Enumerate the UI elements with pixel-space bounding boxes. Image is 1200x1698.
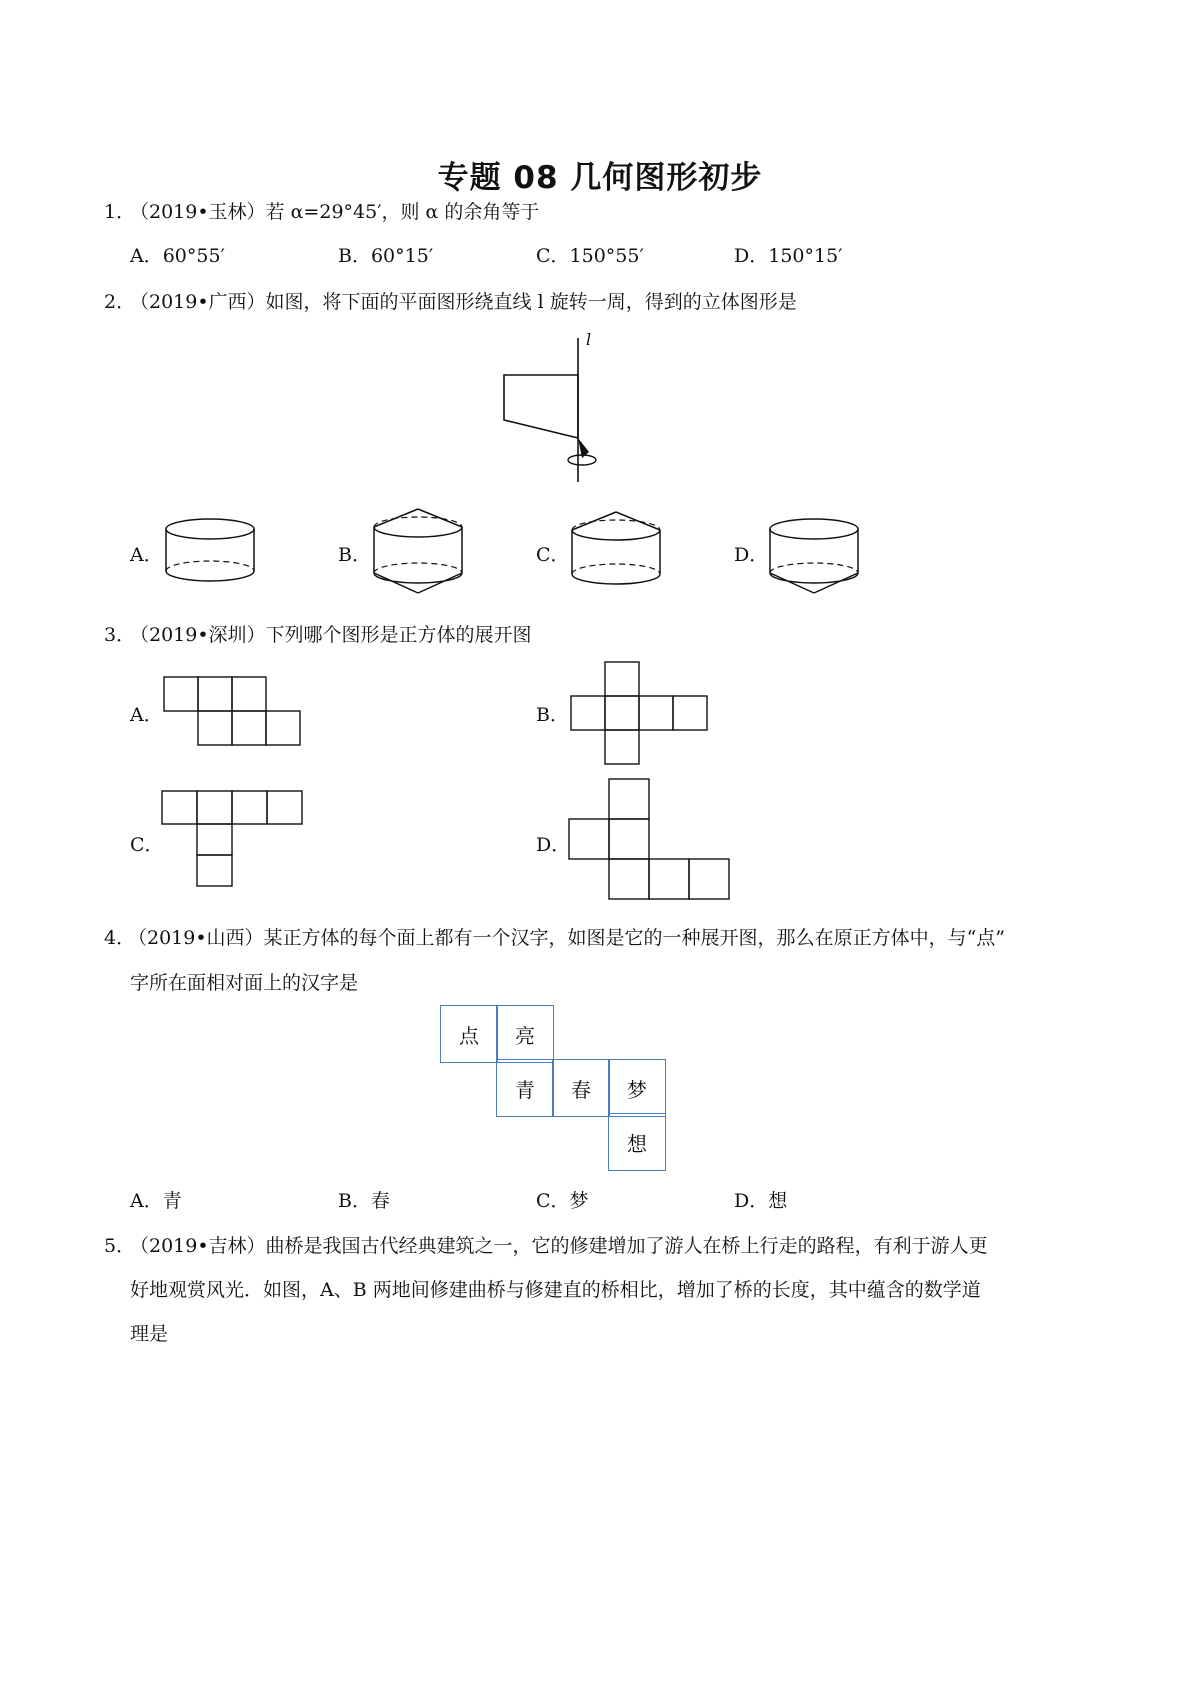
question-text: （2019•广西）如图，将下面的平面图形绕直线 l 旋转一周，得到的立体图形是 [130,291,797,313]
question-text-line2: 字所在面相对面上的汉字是 [130,972,359,994]
option-b-net [570,661,710,767]
net-cell-qing: 青 [496,1059,554,1117]
option-c: C．梦 [536,1190,589,1212]
option-a-cylinder [160,515,260,590]
option-b: B．60°15′ [338,245,434,267]
option-a: A． [130,544,163,566]
question-text-line2: 好地观赏风光．如图，A、B 两地间修建曲桥与修建直的桥相比，增加了桥的长度，其中蕴含的数学道 [130,1279,981,1301]
question-number: 3． [104,624,136,646]
question-number: 1． [104,201,136,223]
option-b-shape [368,505,468,600]
option-c-net [161,790,303,890]
question-text-line3: 理是 [130,1323,169,1345]
option-a: A． [130,704,163,726]
option-a: A．60°55′ [130,245,225,267]
question-number: 2． [104,291,136,313]
option-b: B．春 [338,1190,390,1212]
net-cell-chun: 春 [552,1059,610,1117]
option-d: D．想 [734,1190,788,1212]
axis-label: l [586,330,592,349]
question-text-line1: （2019•吉林）曲桥是我国古代经典建筑之一，它的修建增加了游人在桥上行走的路程，有利于游人更 [130,1235,988,1257]
question-text-line1: （2019•山西）某正方体的每个面上都有一个汉字，如图是它的一种展开图，那么在原正方体中，与“点” [128,927,1005,949]
net-cell-meng: 梦 [608,1059,666,1117]
option-c-shape [566,508,666,593]
option-d-net [568,778,734,902]
net-cell-dian: 点 [440,1005,498,1063]
rotation-figure [490,330,610,490]
option-a: A．青 [130,1190,182,1212]
option-c: C．150°55′ [536,245,644,267]
net-cell-liang: 亮 [496,1005,554,1063]
page-title: 专题 08 几何图形初步 [437,160,763,196]
option-a-net [163,676,303,748]
option-b: B． [536,704,569,726]
question-number: 5． [104,1235,136,1257]
trapezoid-shape [504,375,578,438]
option-d-shape [764,515,864,600]
question-text: （2019•玉林）若 α=29°45′，则 α 的余角等于 [130,201,540,223]
question-number: 4． [104,927,136,949]
option-c: C． [130,834,164,856]
question-text: （2019•深圳）下列哪个图形是正方体的展开图 [130,624,532,646]
option-c: C． [536,544,570,566]
option-d: D． [734,544,769,566]
net-cell-xiang: 想 [608,1113,666,1171]
option-d: D． [536,834,571,856]
option-d: D．150°15′ [734,245,843,267]
option-b: B． [338,544,371,566]
